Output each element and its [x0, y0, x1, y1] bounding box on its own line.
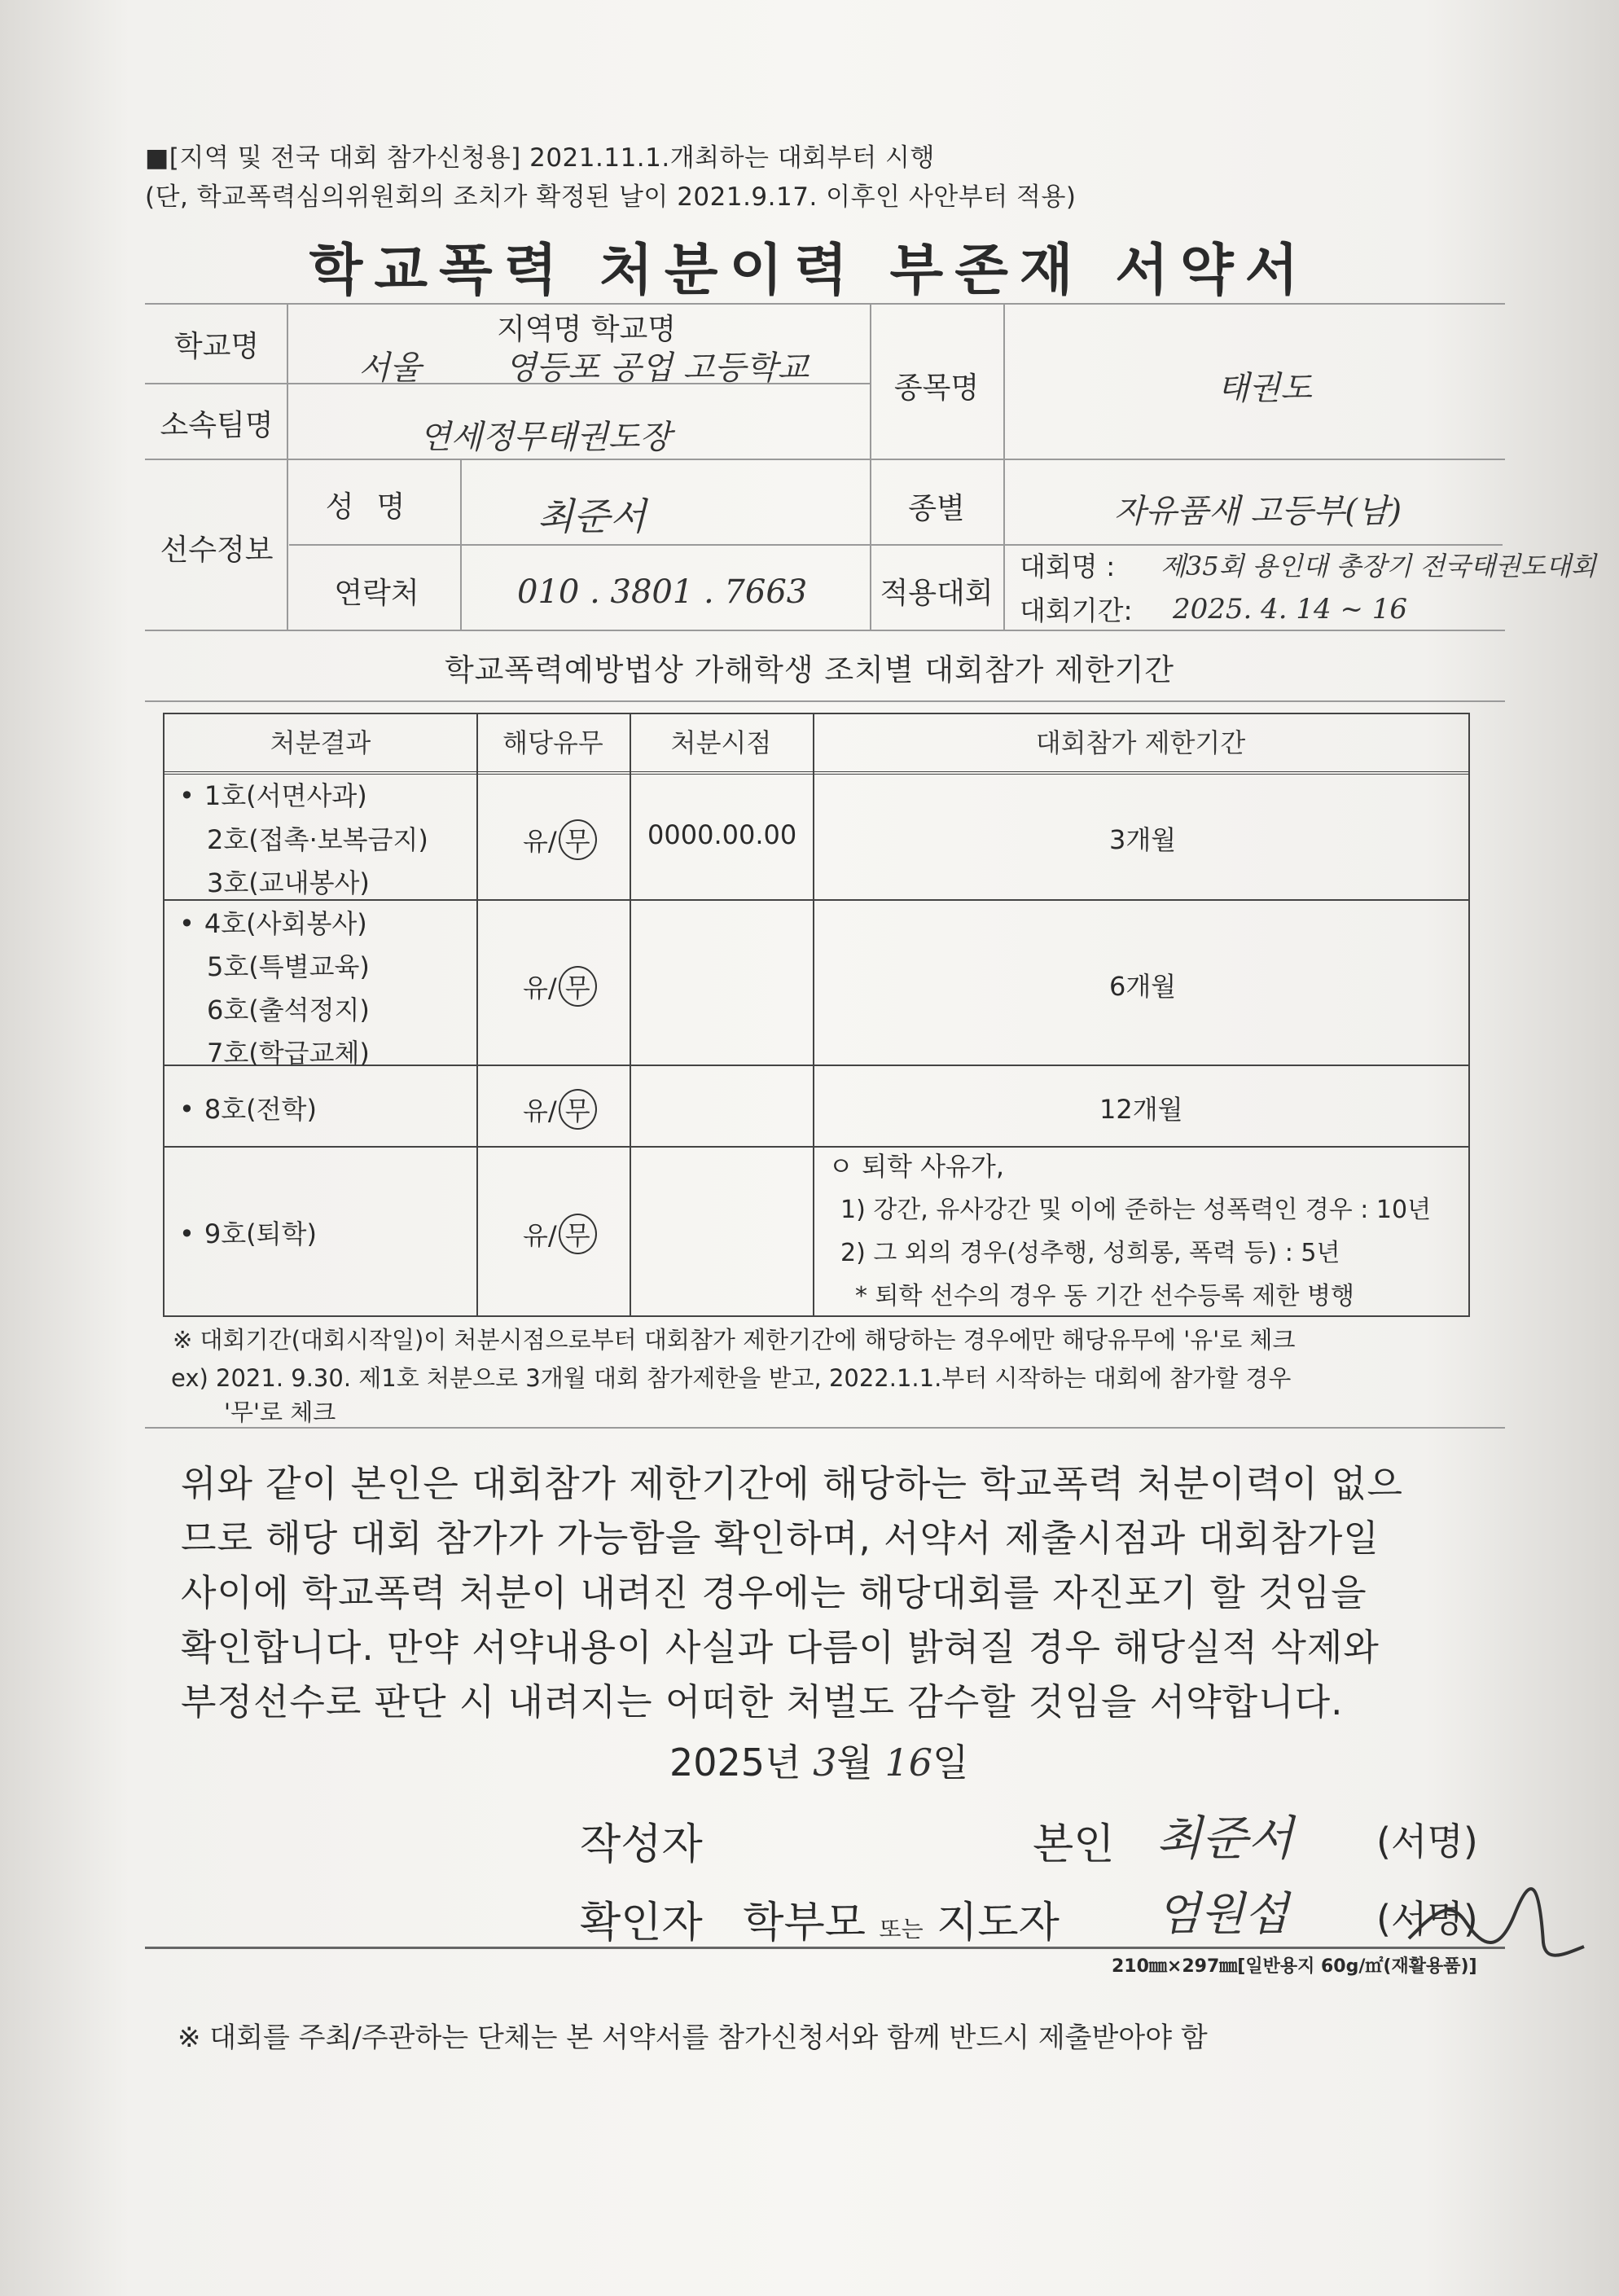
col-sep-1: [476, 714, 478, 1315]
subtitle-underline: [145, 700, 1505, 702]
school-value: 영등포 공업 고등학교: [505, 349, 810, 387]
header-separator: [165, 771, 1468, 775]
coach-sign-mark: (서명): [1376, 1897, 1478, 1941]
category-value: 자유품새 고등부(남): [1114, 493, 1402, 530]
pledge-date: 2025년 3월 16일: [669, 1741, 969, 1785]
label-col-divider: [287, 303, 288, 630]
table-row-1-applicable: 유/ 무: [523, 819, 597, 860]
table-row-4-period-4: * 퇴학 선수의 경우 동 기간 선수등록 제한 병행: [855, 1282, 1354, 1310]
table-row-4-period-3: 2) 그 외의 경우(성추행, 성희롱, 폭력 등) : 5년: [840, 1239, 1340, 1267]
pledge-line-5: 부정선수로 판단 시 내려지는 어떠한 처벌도 감수할 것임을 서약합니다.: [181, 1680, 1344, 1723]
header-period: 대회참가 제한기간: [1035, 727, 1246, 758]
pledge-line-4: 확인합니다. 만약 서약내용이 사실과 다름이 밝혀질 경우 해당실적 삭제와: [181, 1626, 1380, 1669]
paper-spec: 210㎜×297㎜[일반용지 60g/㎡(재활용품)]: [1112, 1956, 1477, 1977]
note-3: '무'로 체크: [224, 1398, 336, 1426]
competition-name-value: 제35회 용인대 총장기 전국태권도대회: [1161, 551, 1596, 582]
team-value: 연세정무태권도장: [419, 419, 672, 456]
header-date: 처분시점: [670, 727, 772, 758]
self-label: 본인: [1033, 1820, 1115, 1869]
pledge-line-3: 사이에 학교폭력 처분이 내려진 경우에는 해당대회를 자진포기 할 것임을: [181, 1571, 1367, 1614]
self-sign-mark: (서명): [1376, 1820, 1478, 1864]
table-row-1-period: 3개월: [1109, 824, 1177, 855]
info-top-border: [145, 303, 1505, 305]
table-row-4-period-2: 1) 강간, 유사강간 및 이에 준하는 성폭력인 경우 : 10년: [840, 1196, 1432, 1224]
col-sep-2: [630, 714, 631, 1315]
region-school-header: 지역명 학교명: [496, 313, 677, 346]
pledge-line-2: 므로 해당 대회 참가가 가능함을 확인하며, 서약서 제출시점과 대회참가일: [181, 1517, 1380, 1560]
player-info-label: 선수정보: [160, 533, 274, 567]
header-result: 처분결과: [270, 727, 371, 758]
info-bottom-border: [145, 630, 1505, 631]
pledge-line-1: 위와 같이 본인은 대회참가 제한기간에 해당하는 학교폭력 처분이력이 없으: [181, 1462, 1404, 1505]
restriction-subtitle: 학교폭력예방법상 가해학생 조치별 대회참가 제한기간: [444, 652, 1175, 687]
document-title: 학교폭력 처분이력 부존재 서약서: [309, 239, 1310, 303]
header-applicable: 해당유무: [502, 727, 603, 758]
confirmer-label: 확인자 학부모 또는 지도자: [580, 1899, 1060, 1947]
row-sep-3: [165, 1146, 1468, 1148]
table-row-3-applicable: 유/ 무: [523, 1089, 597, 1130]
note-2: ex) 2021. 9.30. 제1호 처분으로 3개월 대회 참가제한을 받고, 2022.1.1.부터 시작하는 대회에 참가할 경우: [171, 1364, 1292, 1392]
player-sub-divider: [460, 459, 462, 630]
table-row-1-item-1: • 1호(서면사과): [179, 780, 367, 811]
table-row-2-item-4: 7호(학급교체): [207, 1038, 370, 1069]
writer-label: 작성자: [580, 1820, 703, 1869]
table-row-1-item-3: 3호(교내봉사): [207, 867, 370, 898]
category-label: 종별: [908, 492, 965, 525]
table-row-4-period-1: ㅇ 퇴학 사유가,: [828, 1151, 1004, 1182]
contact-value: 010 . 3801 . 7663: [517, 573, 808, 611]
event-value: 태권도: [1218, 370, 1312, 407]
footer-note: ※ 대회를 주최/주관하는 단체는 본 서약서를 참가신청서와 함께 반드시 제출받아야 함: [178, 2022, 1208, 2054]
right-col-divider: [1003, 303, 1005, 630]
table-row-2-item-3: 6호(출석정지): [207, 994, 370, 1025]
team-label: 소속팀명: [160, 409, 274, 442]
coach-signature: 엄원섭: [1156, 1888, 1289, 1941]
table-row-1-item-2: 2호(접촉·보복금지): [207, 824, 428, 855]
competition-period-label: 대회기간:: [1020, 595, 1133, 626]
notice-line-1: ■[지역 및 전국 대회 참가신청용] 2021.11.1.개최하는 대회부터 시행: [145, 143, 935, 173]
table-row-3-period: 12개월: [1099, 1094, 1183, 1125]
info-mid-border: [145, 459, 1505, 460]
region-value: 서울: [358, 349, 422, 387]
self-signature: 최준서: [1156, 1811, 1294, 1866]
col-sep-3: [813, 714, 814, 1315]
footer-rule: [145, 1947, 1505, 1949]
table-row-4-item-1: • 9호(퇴학): [179, 1218, 317, 1249]
notice-line-2: (단, 학교폭력심의위원회의 조치가 확정된 날이 2021.9.17. 이후인 사안부터 적용): [145, 182, 1077, 212]
restriction-table: [163, 713, 1470, 1317]
contact-label: 연락처: [334, 577, 419, 610]
school-name-label: 학교명: [173, 330, 260, 363]
competition-name-label: 대회명 :: [1020, 551, 1116, 582]
table-row-2-applicable: 유/ 무: [523, 966, 597, 1007]
table-row-1-date: 0000.00.00: [647, 819, 797, 850]
table-row-4-applicable: 유/ 무: [523, 1214, 597, 1254]
notes-underline: [145, 1427, 1505, 1429]
competition-period-value: 2025. 4. 14 ~ 16: [1173, 593, 1408, 626]
table-row-3-item-1: • 8호(전학): [179, 1094, 317, 1125]
table-row-2-period: 6개월: [1109, 971, 1177, 1002]
competition-label: 적용대회: [880, 577, 994, 610]
note-1: ※ 대회기간(대회시작일)이 처분시점으로부터 대회참가 제한기간에 해당하는 경우에만 해당유무에 '유'로 체크: [173, 1326, 1296, 1354]
name-value: 최준서: [537, 494, 647, 538]
event-label: 종목명: [893, 371, 980, 405]
name-label: 성명: [325, 490, 428, 524]
table-row-2-item-2: 5호(특별교육): [207, 951, 370, 982]
table-row-2-item-1: • 4호(사회봉사): [179, 908, 367, 939]
